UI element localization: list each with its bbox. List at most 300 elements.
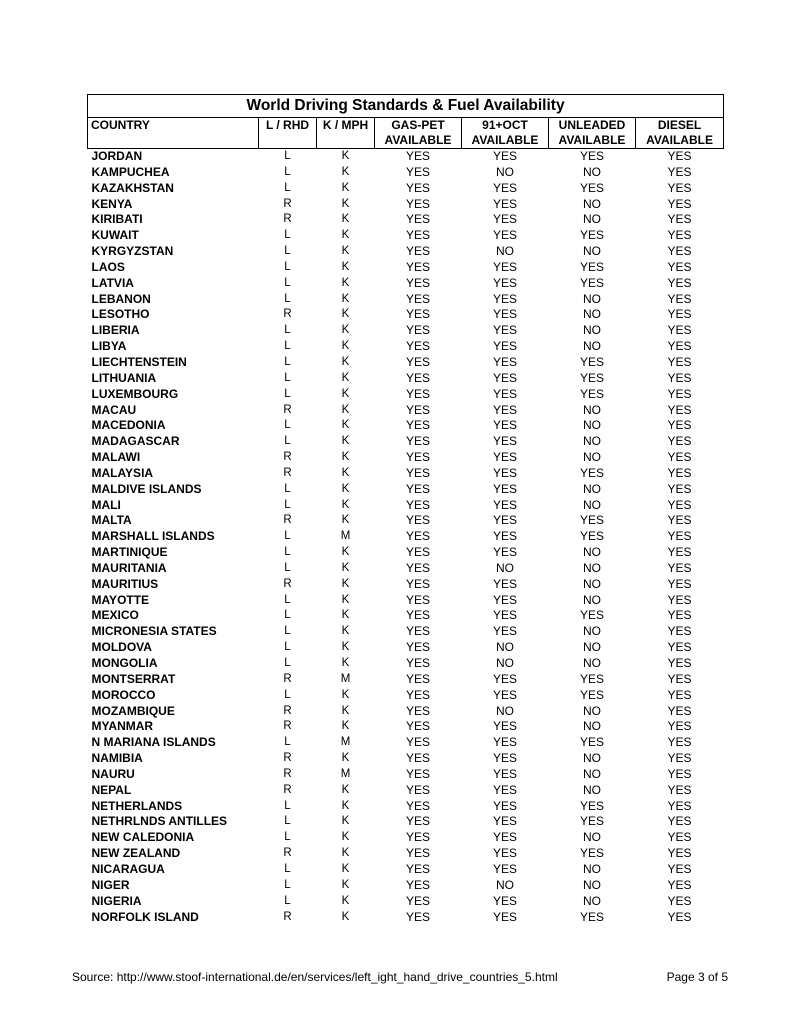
table-row <box>88 608 724 624</box>
unleaded-cell: NO <box>583 545 601 560</box>
unleaded-cell: YES <box>579 259 604 274</box>
table-row <box>88 561 724 577</box>
gas-pet-cell: YES <box>405 703 430 718</box>
country-cell: LUXEMBOURG <box>91 386 179 401</box>
table-row <box>88 513 724 529</box>
table-row <box>88 624 724 640</box>
country-cell: MALAWI <box>91 450 141 465</box>
oct91-cell: YES <box>492 766 517 781</box>
drive-side-cell: R <box>283 577 292 590</box>
drive-side-cell: L <box>284 292 291 305</box>
diesel-cell: YES <box>667 513 692 528</box>
table-row <box>88 371 724 387</box>
unleaded-cell: NO <box>583 418 601 433</box>
speed-unit-cell: K <box>341 292 350 305</box>
unleaded-cell: YES <box>579 608 604 623</box>
diesel-cell: YES <box>667 244 692 259</box>
diesel-cell: YES <box>667 228 692 243</box>
unleaded-cell: YES <box>579 180 604 195</box>
gas-pet-cell: YES <box>405 846 430 861</box>
oct91-cell: YES <box>492 814 517 829</box>
diesel-cell: YES <box>667 418 692 433</box>
speed-unit-cell: K <box>341 387 350 400</box>
unleaded-cell: YES <box>579 370 604 385</box>
country-cell: NEW ZEALAND <box>91 846 181 861</box>
country-cell: MONGOLIA <box>91 656 158 670</box>
unleaded-cell: NO <box>583 782 601 797</box>
drive-side-cell: L <box>284 245 291 258</box>
table-row <box>88 577 724 593</box>
oct91-cell: YES <box>492 228 517 243</box>
country-cell: NIGERIA <box>91 893 142 908</box>
country-cell: LITHUANIA <box>91 370 157 385</box>
gas-pet-cell: YES <box>405 687 430 702</box>
oct91-cell: YES <box>492 354 517 369</box>
gas-pet-cell: YES <box>405 386 430 401</box>
gas-pet-cell: YES <box>405 164 430 179</box>
table-row <box>88 688 724 704</box>
country-cell: N MARIANA ISLANDS <box>91 735 216 750</box>
drive-side-cell: L <box>284 340 291 353</box>
country-cell: MICRONESIA STATES <box>91 624 217 639</box>
diesel-cell: YES <box>667 164 692 179</box>
speed-unit-cell: K <box>341 815 350 828</box>
header-line-2: AVAILABLE <box>384 133 452 147</box>
speed-unit-cell: K <box>341 482 350 495</box>
table-row <box>88 846 724 862</box>
country-cell: MADAGASCAR <box>91 434 180 449</box>
speed-unit-cell: K <box>341 435 350 448</box>
oct91-cell: YES <box>492 481 517 496</box>
speed-unit-cell: K <box>341 419 350 432</box>
diesel-cell: YES <box>667 656 692 670</box>
drive-side-cell: L <box>284 799 291 812</box>
oct91-cell: YES <box>492 513 517 528</box>
table-row <box>88 339 724 355</box>
drive-side-cell: L <box>284 371 291 384</box>
drive-side-cell: L <box>284 878 291 891</box>
oct91-cell: YES <box>492 671 517 686</box>
table-row <box>88 593 724 609</box>
diesel-cell: YES <box>667 719 692 734</box>
oct91-cell: YES <box>492 592 517 607</box>
speed-unit-cell: K <box>341 245 350 258</box>
gas-pet-cell: YES <box>405 735 430 750</box>
gas-pet-cell: YES <box>405 339 430 354</box>
speed-unit-cell: K <box>341 546 350 559</box>
column-header-91-oct <box>462 118 549 149</box>
table-row <box>88 244 724 260</box>
gas-pet-cell: YES <box>405 275 430 290</box>
drive-side-cell: L <box>284 435 291 448</box>
unleaded-cell: YES <box>579 687 604 702</box>
country-cell: KAZAKHSTAN <box>91 180 174 195</box>
header-line-2: AVAILABLE <box>558 133 626 147</box>
country-cell: MALTA <box>91 513 132 528</box>
drive-side-cell: L <box>284 260 291 273</box>
oct91-cell: YES <box>492 259 517 274</box>
country-cell: MOZAMBIQUE <box>91 703 175 718</box>
diesel-cell: YES <box>667 735 692 750</box>
country-cell: MEXICO <box>91 608 139 623</box>
country-cell: NAURU <box>91 766 135 781</box>
drive-side-cell: R <box>283 847 292 860</box>
unleaded-cell: NO <box>583 592 601 607</box>
diesel-cell: YES <box>667 291 692 306</box>
country-cell: NIGER <box>91 877 130 892</box>
gas-pet-cell: YES <box>405 909 430 924</box>
drive-side-cell: R <box>283 213 292 226</box>
diesel-cell: YES <box>667 481 692 496</box>
drive-side-cell: L <box>284 561 291 574</box>
drive-side-cell: L <box>284 482 291 495</box>
table-row <box>88 545 724 561</box>
gas-pet-cell: YES <box>405 323 430 338</box>
diesel-cell: YES <box>667 782 692 797</box>
country-cell: LIECHTENSTEIN <box>91 354 187 369</box>
gas-pet-cell: YES <box>405 656 430 670</box>
gas-pet-cell: YES <box>405 434 430 449</box>
unleaded-cell: YES <box>579 814 604 829</box>
drive-side-cell: L <box>284 165 291 178</box>
gas-pet-cell: YES <box>405 576 430 591</box>
oct91-cell: YES <box>492 418 517 433</box>
diesel-cell: YES <box>667 450 692 465</box>
country-cell: MAURITIUS <box>91 576 159 591</box>
table-row <box>88 450 724 466</box>
speed-unit-cell: K <box>341 498 350 511</box>
country-cell: NICARAGUA <box>91 861 165 876</box>
diesel-cell: YES <box>667 386 692 401</box>
oct91-cell: YES <box>492 893 517 908</box>
header-line: COUNTRY <box>91 118 150 132</box>
speed-unit-cell: M <box>340 672 351 685</box>
header-line: GAS-PET <box>391 118 445 132</box>
source-citation: Source: http://www.stoof-international.de/en/services/left_ight_hand_drive_countries_5.html <box>72 970 558 984</box>
unleaded-cell: NO <box>583 196 601 211</box>
speed-unit-cell: K <box>341 213 350 226</box>
diesel-cell: YES <box>667 814 692 829</box>
oct91-cell: YES <box>492 402 517 417</box>
speed-unit-cell: K <box>341 688 350 701</box>
unleaded-cell: YES <box>579 275 604 290</box>
diesel-cell: YES <box>667 592 692 607</box>
table-row <box>88 276 724 292</box>
country-cell: MYANMAR <box>91 719 154 734</box>
table-row <box>88 878 724 894</box>
speed-unit-cell: K <box>341 340 350 353</box>
column-header-diesel <box>636 118 724 149</box>
drive-side-cell: L <box>284 815 291 828</box>
header-line: 91+OCT <box>482 118 528 132</box>
country-cell: JORDAN <box>91 149 143 163</box>
diesel-cell: YES <box>667 798 692 813</box>
speed-unit-cell: K <box>341 847 350 860</box>
oct91-cell: YES <box>492 687 517 702</box>
oct91-cell: YES <box>492 465 517 480</box>
oct91-cell: YES <box>492 798 517 813</box>
speed-unit-cell: K <box>341 466 350 479</box>
speed-unit-cell: K <box>341 894 350 907</box>
drive-side-cell: R <box>283 752 292 765</box>
gas-pet-cell: YES <box>405 180 430 195</box>
table-row <box>88 814 724 830</box>
table-row <box>88 197 724 213</box>
unleaded-cell: YES <box>579 735 604 750</box>
gas-pet-cell: YES <box>405 877 430 892</box>
speed-unit-cell: M <box>340 767 351 780</box>
oct91-cell: NO <box>496 703 514 718</box>
unleaded-cell: NO <box>583 830 601 845</box>
diesel-cell: YES <box>667 323 692 338</box>
table-row <box>88 529 724 545</box>
oct91-cell: YES <box>492 576 517 591</box>
drive-side-cell: R <box>283 720 292 733</box>
drive-side-cell: L <box>284 530 291 543</box>
gas-pet-cell: YES <box>405 259 430 274</box>
country-cell: NORFOLK ISLAND <box>91 909 199 924</box>
table-row <box>88 751 724 767</box>
diesel-cell: YES <box>667 830 692 845</box>
country-cell: MALAYSIA <box>91 465 154 480</box>
speed-unit-cell: K <box>341 197 350 210</box>
unleaded-cell: NO <box>583 560 601 575</box>
country-cell: NETHERLANDS <box>91 798 183 813</box>
diesel-cell: YES <box>667 402 692 417</box>
drive-side-cell: L <box>284 862 291 875</box>
oct91-cell: YES <box>492 370 517 385</box>
drive-side-cell: R <box>283 403 292 416</box>
table-row <box>88 434 724 450</box>
speed-unit-cell: K <box>341 878 350 891</box>
speed-unit-cell: K <box>341 862 350 875</box>
table-row <box>88 894 724 910</box>
diesel-cell: YES <box>667 861 692 876</box>
speed-unit-cell: K <box>341 165 350 178</box>
column-header-unleaded <box>549 118 636 149</box>
speed-unit-cell: K <box>341 181 350 194</box>
table-row <box>88 212 724 228</box>
drive-side-cell: R <box>283 308 292 321</box>
oct91-cell: YES <box>492 339 517 354</box>
speed-unit-cell: K <box>341 403 350 416</box>
drive-side-cell: L <box>284 641 291 654</box>
gas-pet-cell: YES <box>405 529 430 544</box>
drive-side-cell: L <box>284 181 291 194</box>
table-row <box>88 735 724 751</box>
speed-unit-cell: K <box>341 910 350 923</box>
drive-side-cell: L <box>284 498 291 511</box>
table-row <box>88 181 724 197</box>
drive-side-cell: R <box>283 767 292 780</box>
unleaded-cell: NO <box>583 402 601 417</box>
table-row <box>88 260 724 276</box>
diesel-cell: YES <box>667 909 692 924</box>
diesel-cell: YES <box>667 560 692 575</box>
country-cell: MALDIVE ISLANDS <box>91 481 202 496</box>
gas-pet-cell: YES <box>405 244 430 259</box>
unleaded-cell: NO <box>583 640 601 655</box>
diesel-cell: YES <box>667 545 692 560</box>
gas-pet-cell: YES <box>405 450 430 465</box>
drive-side-cell: L <box>284 657 291 669</box>
country-cell: MACAU <box>91 402 137 417</box>
table-row <box>88 482 724 498</box>
table-row <box>88 418 724 434</box>
unleaded-cell: YES <box>579 798 604 813</box>
country-cell: MAURITANIA <box>91 560 167 575</box>
unleaded-cell: NO <box>583 497 601 512</box>
oct91-cell: NO <box>496 560 514 575</box>
diesel-cell: YES <box>667 259 692 274</box>
speed-unit-cell: M <box>340 736 351 749</box>
table-row <box>88 830 724 846</box>
unleaded-cell: NO <box>583 291 601 306</box>
diesel-cell: YES <box>667 465 692 480</box>
drive-side-cell: R <box>283 783 292 796</box>
oct91-cell: YES <box>492 624 517 639</box>
diesel-cell: YES <box>667 196 692 211</box>
gas-pet-cell: YES <box>405 671 430 686</box>
table-row <box>88 403 724 419</box>
country-cell: MOLDOVA <box>91 640 152 655</box>
speed-unit-cell: K <box>341 752 350 765</box>
diesel-cell: YES <box>667 624 692 639</box>
drive-side-cell: L <box>284 593 291 606</box>
unleaded-cell: NO <box>583 861 601 876</box>
diesel-cell: YES <box>667 434 692 449</box>
speed-unit-cell: K <box>341 514 350 527</box>
speed-unit-cell: K <box>341 229 350 242</box>
speed-unit-cell: K <box>341 150 350 162</box>
speed-unit-cell: K <box>341 657 350 669</box>
page-footer <box>0 969 800 985</box>
diesel-cell: YES <box>667 893 692 908</box>
oct91-cell: NO <box>496 877 514 892</box>
table-row <box>88 387 724 403</box>
gas-pet-cell: YES <box>405 545 430 560</box>
unleaded-cell: YES <box>579 386 604 401</box>
unleaded-cell: YES <box>579 909 604 924</box>
table-row <box>88 323 724 339</box>
gas-pet-cell: YES <box>405 560 430 575</box>
diesel-cell: YES <box>667 354 692 369</box>
gas-pet-cell: YES <box>405 893 430 908</box>
gas-pet-cell: YES <box>405 402 430 417</box>
table-row <box>88 165 724 181</box>
drive-side-cell: L <box>284 609 291 622</box>
speed-unit-cell: K <box>341 609 350 622</box>
drive-side-cell: L <box>284 736 291 749</box>
drive-side-cell: L <box>284 546 291 559</box>
drive-side-cell: L <box>284 355 291 368</box>
oct91-cell: YES <box>492 180 517 195</box>
table-title: World Driving Standards & Fuel Availability <box>88 95 724 118</box>
oct91-cell: YES <box>492 846 517 861</box>
drive-side-cell: L <box>284 419 291 432</box>
table-row <box>88 228 724 244</box>
speed-unit-cell: K <box>341 260 350 273</box>
country-cell: MARTINIQUE <box>91 545 168 560</box>
diesel-cell: YES <box>667 497 692 512</box>
diesel-cell: YES <box>667 576 692 591</box>
unleaded-cell: NO <box>583 434 601 449</box>
speed-unit-cell: K <box>341 625 350 638</box>
country-cell: MALI <box>91 497 121 512</box>
speed-unit-cell: K <box>341 371 350 384</box>
table-row <box>88 355 724 371</box>
table-row <box>88 498 724 514</box>
drive-side-cell: L <box>284 276 291 289</box>
gas-pet-cell: YES <box>405 751 430 766</box>
country-cell: KYRGYZSTAN <box>91 244 174 259</box>
diesel-cell: YES <box>667 307 692 322</box>
table-row <box>88 704 724 720</box>
oct91-cell: NO <box>496 640 514 655</box>
table-row <box>88 307 724 323</box>
country-cell: LATVIA <box>91 275 134 290</box>
diesel-cell: YES <box>667 608 692 623</box>
unleaded-cell: NO <box>583 307 601 322</box>
speed-unit-cell: K <box>341 308 350 321</box>
unleaded-cell: NO <box>583 624 601 639</box>
drive-side-cell: R <box>283 672 292 685</box>
country-cell: LAOS <box>91 259 125 274</box>
oct91-cell: YES <box>492 434 517 449</box>
drive-side-cell: L <box>284 387 291 400</box>
column-header-gas-pet <box>375 118 462 149</box>
column-header-speed-unit <box>317 118 375 149</box>
column-header-drive-side <box>259 118 317 149</box>
table-row <box>88 640 724 656</box>
oct91-cell: YES <box>492 497 517 512</box>
page-number: Page 3 of 5 <box>666 970 728 984</box>
gas-pet-cell: YES <box>405 228 430 243</box>
diesel-cell: YES <box>667 212 692 227</box>
unleaded-cell: NO <box>583 339 601 354</box>
gas-pet-cell: YES <box>405 513 430 528</box>
speed-unit-cell: K <box>341 324 350 337</box>
speed-unit-cell: K <box>341 704 350 717</box>
speed-unit-cell: K <box>341 641 350 654</box>
diesel-cell: YES <box>667 275 692 290</box>
drive-side-cell: L <box>284 831 291 844</box>
unleaded-cell: NO <box>583 877 601 892</box>
speed-unit-cell: K <box>341 276 350 289</box>
unleaded-cell: YES <box>579 846 604 861</box>
oct91-cell: YES <box>492 861 517 876</box>
unleaded-cell: YES <box>579 354 604 369</box>
unleaded-cell: NO <box>583 212 601 227</box>
table-row <box>88 783 724 799</box>
table-row <box>88 862 724 878</box>
country-cell: NETHRLNDS ANTILLES <box>91 814 228 829</box>
table-body <box>88 149 724 926</box>
country-cell: LIBERIA <box>91 323 140 338</box>
drive-side-cell: R <box>283 910 292 923</box>
gas-pet-cell: YES <box>405 212 430 227</box>
speed-unit-cell: K <box>341 593 350 606</box>
country-cell: LESOTHO <box>91 307 150 322</box>
gas-pet-cell: YES <box>405 370 430 385</box>
drive-side-cell: R <box>283 514 292 527</box>
table-row <box>88 672 724 688</box>
drive-side-cell: R <box>283 197 292 210</box>
header-line: L / RHD <box>265 118 310 132</box>
unleaded-cell: NO <box>583 703 601 718</box>
country-cell: LEBANON <box>91 291 151 306</box>
unleaded-cell: NO <box>583 766 601 781</box>
